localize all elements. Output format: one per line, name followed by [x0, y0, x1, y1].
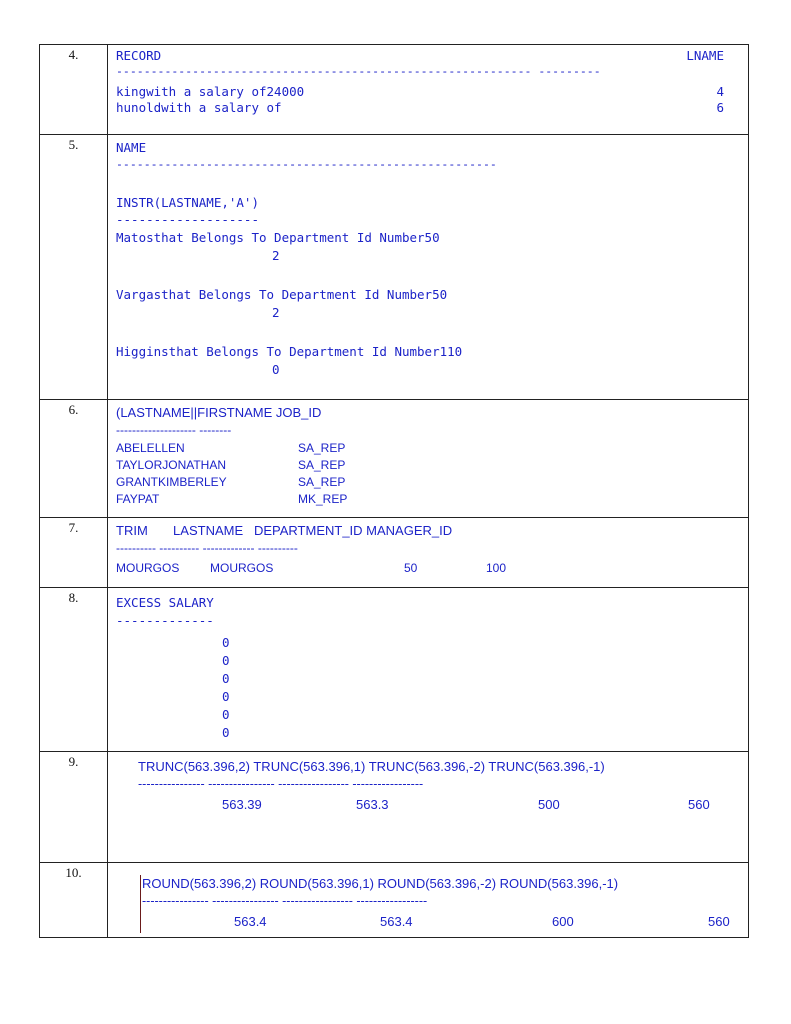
row-7-output: [116, 521, 742, 587]
round-value: 563.4: [234, 914, 267, 929]
column-header-name: NAME: [116, 140, 147, 155]
header-separator: -------------------------------------------------------: [116, 157, 497, 171]
header-separator: ------------------------------------------------------------ ---------: [116, 64, 601, 78]
trunc-value: 563.3: [356, 797, 389, 812]
name-cell: FAYPAT: [116, 492, 160, 506]
manager-id-cell: 100: [486, 561, 507, 575]
trunc-value: 500: [538, 797, 560, 812]
name-cell: Matosthat Belongs To Department Id Number50: [116, 230, 440, 245]
department-id-cell: 50: [404, 561, 418, 575]
instr-cell: 2: [272, 305, 280, 320]
row-6-output: [116, 403, 742, 517]
job-id-cell: MK_REP: [298, 492, 348, 506]
row-4-output: [116, 48, 742, 134]
excess-salary-cell: 0: [222, 725, 230, 740]
name-cell: Vargasthat Belongs To Department Id Number50: [116, 287, 448, 302]
row-5-output: [116, 138, 742, 399]
excess-salary-cell: 0: [222, 671, 230, 686]
header-separator: -------------------: [116, 212, 259, 227]
excess-salary-cell: 0: [222, 653, 230, 668]
row-number: 8.: [40, 588, 108, 751]
instr-cell: 2: [272, 248, 280, 263]
round-value: 600: [552, 914, 574, 929]
name-cell: GRANTKIMBERLEY: [116, 475, 227, 489]
header-separator: -------------------- --------: [116, 423, 232, 437]
header-separator: -------------: [116, 613, 214, 628]
excess-salary-cell: 0: [222, 689, 230, 704]
column-header-name-jobid: (LASTNAME||FIRSTNAME JOB_ID: [116, 405, 322, 420]
lname-cell: 6: [716, 100, 724, 115]
round-value: 563.4: [380, 914, 413, 929]
header-separator: ---------------- ---------------- ----------------- -----------------: [142, 894, 428, 908]
instr-cell: 0: [272, 362, 280, 377]
row-number: 5.: [40, 135, 108, 399]
row-10-output: [142, 866, 742, 937]
row-number: 4.: [40, 45, 108, 134]
results-table: [39, 44, 749, 938]
header-separator: ---------------- ---------------- ----------------- -----------------: [138, 777, 424, 791]
row-5: [40, 135, 748, 400]
row-number: 7.: [40, 518, 108, 587]
job-id-cell: SA_REP: [298, 475, 346, 489]
column-header-record: RECORD: [116, 48, 162, 63]
trunc-value: 563.39: [222, 797, 262, 812]
column-headers-round: ROUND(563.396,2) ROUND(563.396,1) ROUND(563.396,-2) ROUND(563.396,-1): [142, 876, 619, 891]
excess-salary-cell: 0: [222, 635, 230, 650]
column-header-lname: LNAME: [686, 48, 724, 63]
row-8: [40, 588, 748, 752]
row-7: [40, 518, 748, 588]
job-id-cell: SA_REP: [298, 441, 346, 455]
job-id-cell: SA_REP: [298, 458, 346, 472]
trunc-value: 560: [688, 797, 710, 812]
row-6: [40, 400, 748, 518]
row-4: [40, 45, 748, 135]
name-cell: ABELELLEN: [116, 441, 185, 455]
column-header-excess-salary: EXCESS SALARY: [116, 595, 214, 610]
column-headers: TRIM LASTNAME DEPARTMENT_ID MANAGER_ID: [116, 523, 453, 538]
name-cell: Higginsthat Belongs To Department Id Number110: [116, 344, 463, 359]
lastname-cell: MOURGOS: [210, 561, 274, 575]
column-headers-trunc: TRUNC(563.396,2) TRUNC(563.396,1) TRUNC(563.396,-2) TRUNC(563.396,-1): [138, 759, 605, 774]
column-header-instr: INSTR(LASTNAME,'A'): [116, 195, 259, 210]
row-number: 10.: [40, 863, 108, 937]
record-cell: kingwith a salary of24000: [116, 84, 305, 99]
cursor-bar: [140, 875, 141, 933]
row-8-output: [116, 591, 742, 751]
row-9: [40, 752, 748, 863]
trim-cell: MOURGOS: [116, 561, 180, 575]
record-cell: hunoldwith a salary of: [116, 100, 282, 115]
row-number: 9.: [40, 752, 108, 862]
row-number: 6.: [40, 400, 108, 517]
name-cell: TAYLORJONATHAN: [116, 458, 227, 472]
excess-salary-cell: 0: [222, 707, 230, 722]
header-separator: ---------- ---------- ------------- ----------: [116, 541, 298, 555]
round-value: 560: [708, 914, 730, 929]
row-9-output: [138, 755, 742, 862]
lname-cell: 4: [716, 84, 724, 99]
row-10: [40, 863, 748, 937]
